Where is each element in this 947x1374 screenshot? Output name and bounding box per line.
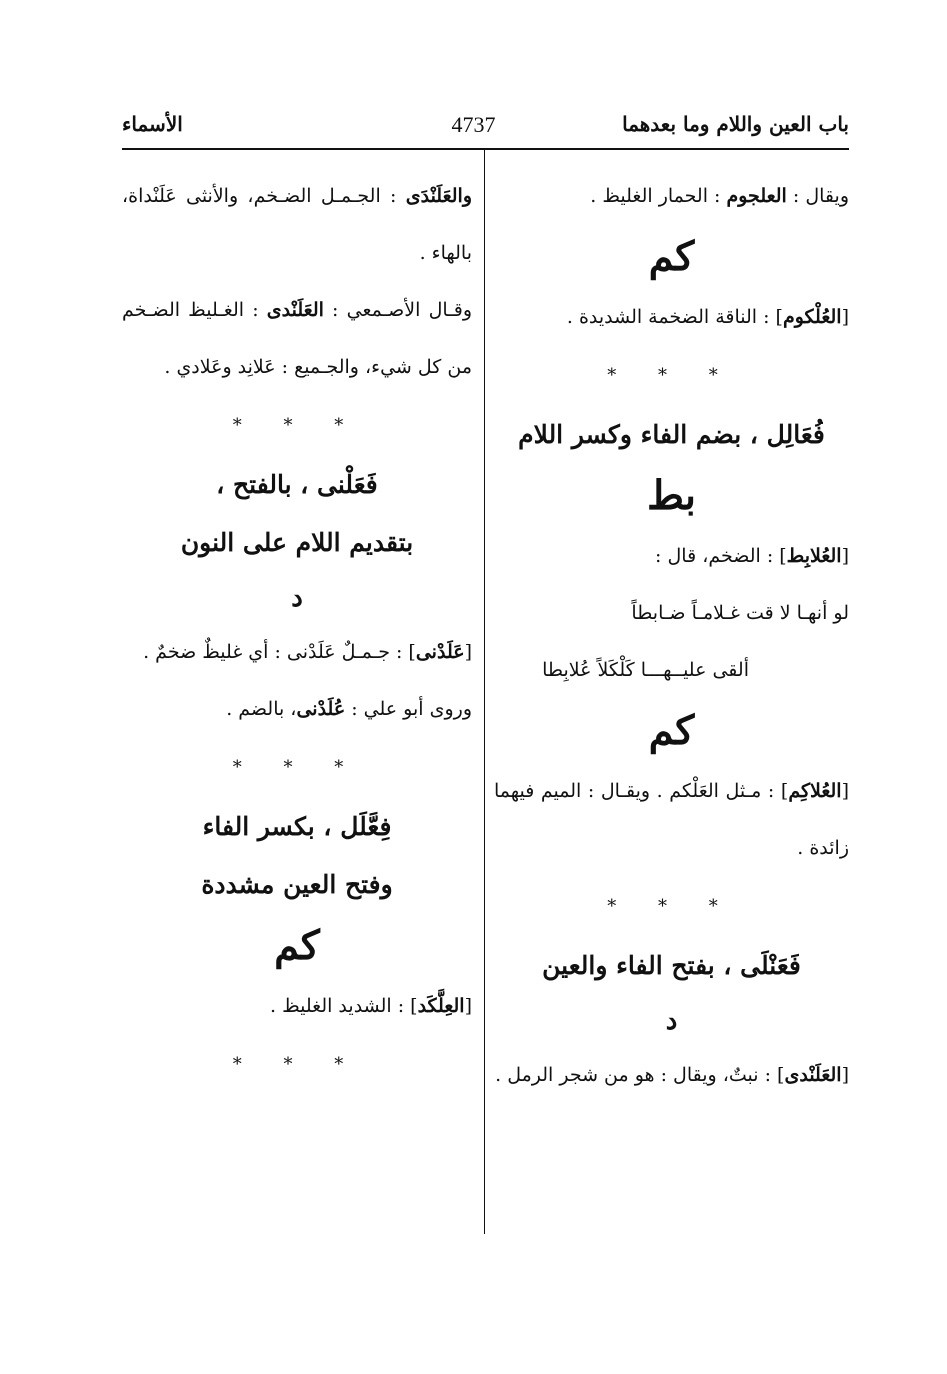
entry-paragraph: [العُلْكوم] : الناقة الضخمة الشديدة . <box>566 306 849 328</box>
verse-line: لو أنهـا لا قت غـلامـاً ضـابطاً <box>631 602 849 624</box>
right-column <box>494 168 849 1104</box>
pattern-heading-sub: وفتح العين مشددة <box>201 870 393 899</box>
entry-paragraph: وقـال الأصـمعي : العَلَنْدى : الغـليظ الضـخم من كل شيء، والجـميع : عَلانِد وعَلادي . <box>122 299 472 378</box>
section-separator: * * * <box>607 896 736 917</box>
entry-paragraph: ويقال : العلجوم : الحمار الغليظ . <box>590 185 849 207</box>
root-letters: د <box>665 1006 678 1036</box>
pattern-heading: فَعَلْنى ، بالفتح ، <box>216 470 378 499</box>
root-letters: د <box>291 583 303 613</box>
pattern-heading: فِعَّلَل ، بكسر الفاء <box>202 812 392 841</box>
running-head-section: الأسماء <box>122 112 183 136</box>
root-letters: بط <box>646 472 697 519</box>
section-separator: * * * <box>232 415 362 436</box>
running-head-chapter: باب العين واللام وما بعدهما <box>622 112 849 136</box>
entry-paragraph: [العُلاكِم] : مـثل العَلْكم . ويقـال : الميم فيهما زائدة . <box>494 780 849 859</box>
left-column <box>122 168 472 1095</box>
entry-paragraph: وروى أبو علي : عُلَدْنى، بالضم . <box>226 698 472 720</box>
entry-paragraph: [العُلابِط] : الضخم، قال : <box>655 545 849 567</box>
entry-paragraph: [العَلَنْدى] : نبتٌ، ويقال : هو من شجر الرمل . <box>495 1064 849 1086</box>
pattern-heading: فُعَالِل ، بضم الفاء وكسر اللام <box>518 420 825 449</box>
pattern-heading-sub: بتقديم اللام على النون <box>180 528 414 557</box>
pattern-heading: فَعَنْلَى ، بفتح الفاء والعين <box>542 951 801 980</box>
verse-line: ألقى عليــهـــا كَلْكَلاً عُلابِطا <box>542 659 749 681</box>
column-divider <box>484 150 485 1234</box>
section-separator: * * * <box>232 1054 362 1075</box>
entry-paragraph: والعَلَنْدَى : الجـمـل الضـخم، والأنثى عَلَنْداة، بالهاء . <box>122 185 472 264</box>
entry-paragraph: [العِلَّكَد] : الشديد الغليظ . <box>270 995 472 1017</box>
page-number: 4737 <box>451 112 496 137</box>
header-rule <box>122 148 849 150</box>
root-letters: كم <box>648 707 695 754</box>
root-letters: كم <box>648 233 695 280</box>
section-separator: * * * <box>232 757 362 778</box>
section-separator: * * * <box>607 365 736 386</box>
root-letters: كم <box>274 922 320 969</box>
entry-paragraph: [عَلَدْنى] : جـمـلٌ عَلَدْنى : أي غليظٌ ضخمٌ . <box>143 641 472 663</box>
